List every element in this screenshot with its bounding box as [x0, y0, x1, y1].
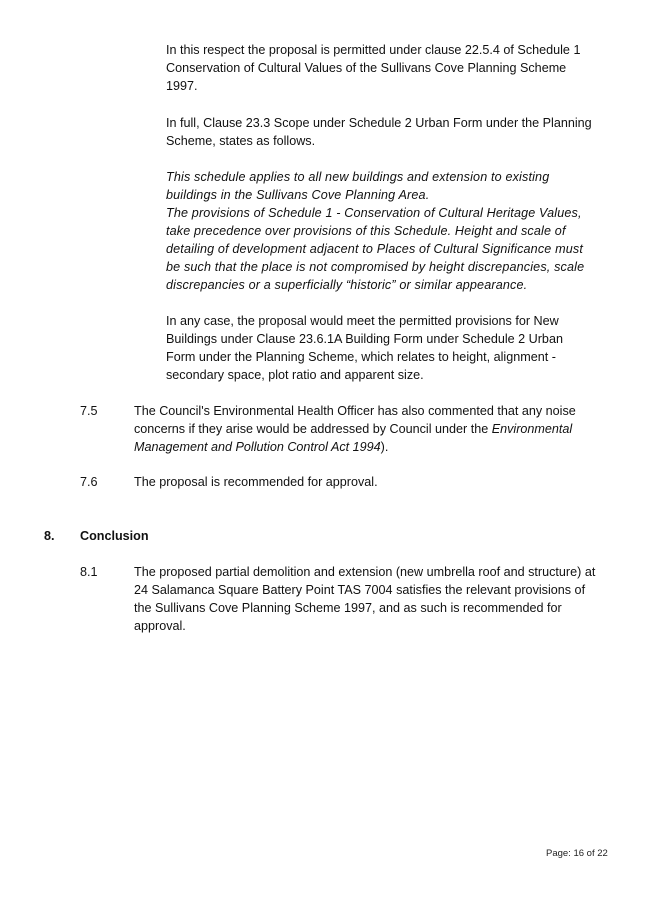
clause-line: approval.: [134, 619, 186, 633]
section-title-conclusion: Conclusion: [80, 529, 149, 543]
clause-8-1-text: [134, 563, 600, 635]
clause-line: [134, 420, 600, 438]
clause-line: 24 Salamanca Square Battery Point TAS 7004 satisfies the relevant provisions of: [134, 583, 586, 597]
quote-line: This schedule applies to all new buildings and extension to existing: [166, 170, 550, 184]
paragraph-clause-23-6-1a: [166, 312, 600, 384]
paragraph-line: In any case, the proposal would meet the permitted provisions for New: [166, 314, 559, 328]
act-title-italic: Environmental: [491, 422, 573, 436]
quote-line: be such that the place is not compromised by height discrepancies, scale: [166, 260, 585, 274]
clause-number-8-1: 8.1: [80, 565, 98, 579]
paragraph-clause-23-3: [166, 114, 600, 150]
section-number-8: 8.: [44, 529, 55, 543]
paragraph-clause-22-5-4: [166, 41, 600, 95]
quote-line: discrepancies or a superficially “historic” or similar appearance.: [166, 278, 528, 292]
quoted-schedule-text: [166, 168, 600, 294]
act-title-italic: Management and Pollution Control Act 1994: [134, 440, 381, 454]
paragraph-line: secondary space, plot ratio and apparent size.: [166, 368, 424, 382]
quote-line: buildings in the Sullivans Cove Planning Area.: [166, 188, 430, 202]
paragraph-line: In this respect the proposal is permitted under clause 22.5.4 of Schedule 1: [166, 43, 581, 57]
paragraph-line: Form under the Planning Scheme, which relates to height, alignment -: [166, 350, 556, 364]
clause-text-run: concerns if they arise would be addressed by Council under the: [134, 422, 489, 436]
clause-7-6-text: [134, 473, 600, 491]
quote-line: The provisions of Schedule 1 - Conservation of Cultural Heritage Values,: [166, 206, 582, 220]
quote-line: detailing of development adjacent to Places of Cultural Significance must: [166, 242, 583, 256]
quote-line: take precedence over provisions of this Schedule. Height and scale of: [166, 224, 566, 238]
paragraph-line: In full, Clause 23.3 Scope under Schedule 2 Urban Form under the Planning: [166, 116, 592, 130]
clause-line: The proposed partial demolition and extension (new umbrella roof and structure) at: [134, 565, 596, 579]
clause-text-run: ).: [380, 440, 389, 454]
paragraph-line: Buildings under Clause 23.6.1A Building Form under Schedule 2 Urban: [166, 332, 563, 346]
clause-line: The proposal is recommended for approval.: [134, 475, 378, 489]
paragraph-line: 1997.: [166, 79, 198, 93]
paragraph-line: Conservation of Cultural Values of the Sullivans Cove Planning Scheme: [166, 61, 567, 75]
clause-line: the Sullivans Cove Planning Scheme 1997, and as such is recommended for: [134, 601, 562, 615]
paragraph-line: Scheme, states as follows.: [166, 134, 316, 148]
clause-7-5-text: [134, 402, 600, 456]
clause-line: The Council's Environmental Health Officer has also commented that any noise: [134, 404, 576, 418]
clause-number-7-5: 7.5: [80, 404, 98, 418]
clause-number-7-6: 7.6: [80, 475, 98, 489]
clause-line: [134, 438, 600, 456]
page-number-footer: Page: 16 of 22: [546, 848, 608, 859]
